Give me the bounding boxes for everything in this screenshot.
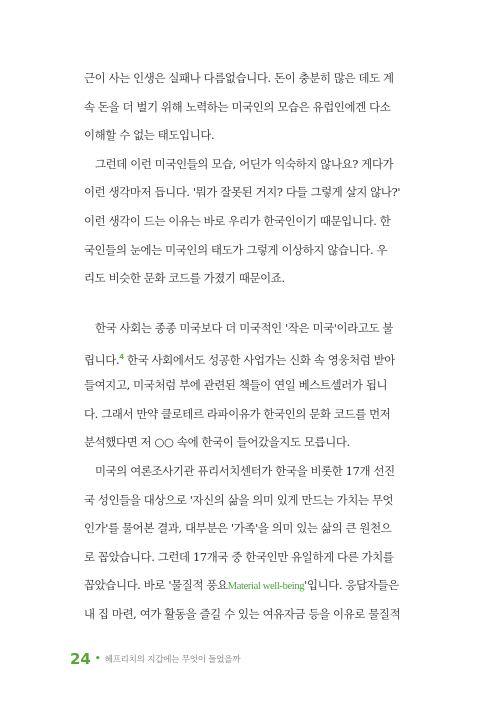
text-block-bottom: [84, 314, 424, 629]
line-text: 한국 사회에서도 성공한 사업가는 신화 속 영웅처럼 받아: [123, 352, 395, 367]
body-line: 국 성인들을 대상으로 '자신의 삶을 의미 있게 만드는 가치는 무엇: [84, 492, 394, 507]
footer-separator: •: [94, 654, 101, 664]
body-line: 내 집 마련, 여가 활동을 즐길 수 있는 여유자금 등을 이유로 물질적: [84, 606, 401, 621]
body-line: 다. 그래서 만약 클로테르 라파이유가 한국인의 문화 코드를 먼저: [84, 406, 391, 421]
body-line: [84, 571, 424, 600]
page-footer: [70, 650, 240, 668]
body-line: 미국의 여론조사기관 퓨리서치센터가 한국을 비롯한 17개 선진: [95, 463, 395, 478]
body-line: 인가'를 물어본 결과, 대부분은 '가족'을 의미 있는 삶의 큰 원천으: [84, 521, 392, 536]
body-line: 이해할 수 없는 태도입니다.: [84, 128, 215, 143]
line-text: 꼽았습니다. 바로 '물질적 풍요: [84, 578, 228, 593]
page-number: 24: [70, 650, 91, 668]
body-line: 로 꼽았습니다. 그런데 17개국 중 한국인만 유일하게 다른 가치를: [84, 549, 394, 564]
line-text: '입니다. 응답자들은: [304, 578, 399, 593]
footnote-marker: 4: [119, 352, 124, 361]
body-line: 그런데 이런 미국인들의 모습, 어딘가 익숙하지 않나요? 게다가: [95, 156, 394, 171]
running-book-title: 헤프리치의 지갑에는 무엇이 들었을까: [104, 655, 241, 665]
text-block-top: [84, 64, 424, 293]
body-line: 근이 사는 인생은 실패나 다름없습니다. 돈이 충분히 많은 데도 계: [84, 71, 394, 85]
body-line: 한국 사회는 종종 미국보다 더 미국적인 '작은 미국'이라고도 불: [95, 321, 394, 335]
body-line: 속 돈을 더 벌기 위해 노력하는 미국인의 모습은 유럽인에겐 다소: [84, 99, 391, 114]
line-text: 립니다.: [84, 352, 120, 367]
body-line: 이런 생각이 드는 이유는 바로 우리가 한국인이기 때문입니다. 한: [84, 213, 391, 228]
body-line: 들여지고, 미국처럼 부에 관련된 책들이 연일 베스트셀러가 됩니: [84, 378, 388, 393]
body-line: 분석했다면 저 ○○ 속에 한국이 들어갔을지도 모릅니다.: [84, 435, 350, 450]
body-line: 리도 비슷한 문화 코드를 가졌기 때문이죠.: [84, 271, 285, 286]
body-line: 이런 생각마저 듭니다. '뭐가 잘못된 거지? 다들 그렇게 살지 않나?': [84, 185, 401, 200]
body-line: 국인들의 눈에는 미국인의 태도가 그렇게 이상하지 않습니다. 우: [84, 242, 388, 257]
body-line: [84, 343, 424, 372]
english-term: Material well-being: [227, 581, 305, 593]
